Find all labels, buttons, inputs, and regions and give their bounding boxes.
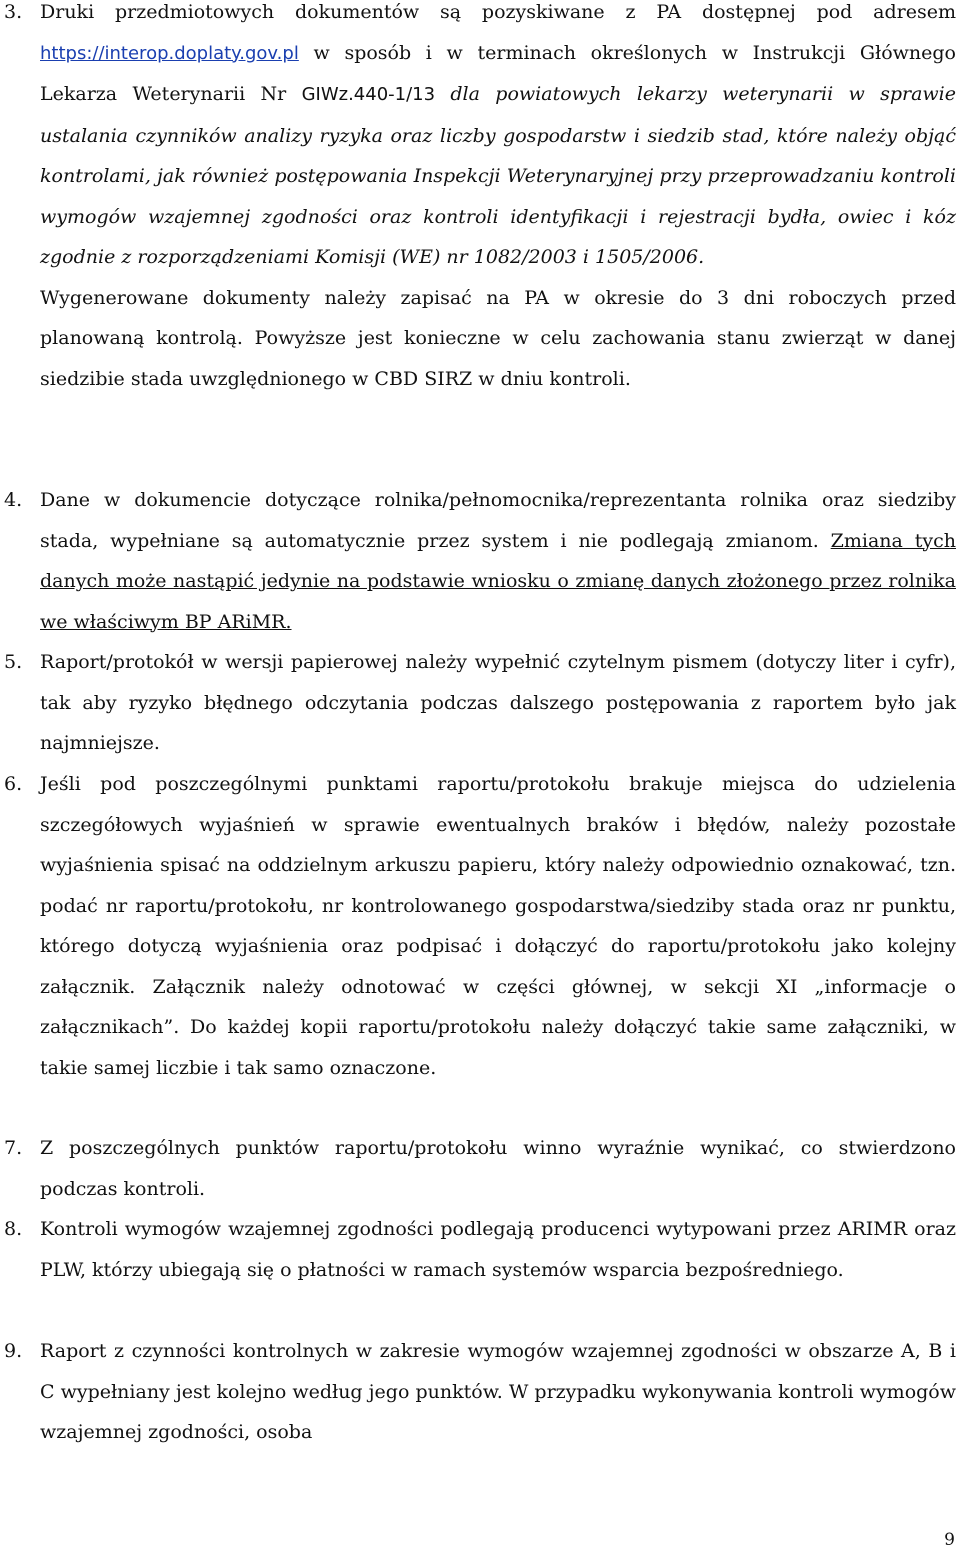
list-item-4 bbox=[0, 480, 960, 642]
item-text: Kontroli wymogów wzajemnej zgodności podlegają producenci wytypowani przez ARIMR oraz PLW, którzy ubiegają się o płatności w ramach systemów wsparcia bezpośredniego. bbox=[40, 1218, 956, 1281]
instruction-title: dla powiatowych lekarzy weterynarii w sprawie ustalania czynników analizy ryzyka oraz liczby gospodarstw i siedzib stad, które należy objąć kontrolami, jak również postępowania Inspekcji Weterynaryjnej przy przeprowadzaniu kontroli wymogów wzajemnej zgodności oraz kontroli identyfikacji i rejestracji bydła, owiec i kóz zgodnie z rozporządzeniami Komisji (WE) nr 1082/2003 i 1505/2006. bbox=[40, 83, 957, 268]
item-number: 7. bbox=[4, 1137, 23, 1159]
underlined-text: Zmiana tych danych może nastąpić jedynie na podstawie wniosku o zmianę danych złożonego przez rolnika we właściwym BP ARiMR. bbox=[40, 529, 956, 633]
item-number: 4. bbox=[4, 489, 23, 511]
list-item-5 bbox=[0, 642, 960, 764]
text-segment: Druki przedmiotowych dokumentów są pozyskiwane z PA dostępnej pod adresem bbox=[40, 1, 956, 23]
item-number: 8. bbox=[4, 1218, 23, 1240]
item-text: Raport z czynności kontrolnych w zakresie wymogów wzajemnej zgodności w obszarze A, B i C wypełniany jest kolejno według jego punktów. W przypadku wykonywania kontroli wymogów wzajemnej zgodności, osoba bbox=[40, 1340, 956, 1443]
list-item-9 bbox=[0, 1331, 960, 1453]
item-number: 5. bbox=[4, 651, 23, 673]
paragraph: Wygenerowane dokumenty należy zapisać na PA w okresie do 3 dni roboczych przed planowaną kontrolą. Powyższe jest konieczne w celu zachowania stanu zwierząt w danej siedzibie stada uwzględnionego w CBD SIRZ w dniu kontroli. bbox=[40, 286, 956, 390]
item-text: Z poszczególnych punktów raportu/protokołu winno wyraźnie wynikać, co stwierdzono podczas kontroli. bbox=[40, 1137, 956, 1200]
paragraph bbox=[40, 0, 956, 278]
item-text bbox=[40, 0, 956, 399]
instruction-code: GIWz.440-1/13 bbox=[301, 84, 436, 105]
item-text: Jeśli pod poszczególnymi punktami raportu/protokołu brakuje miejsca do udzielenia szczegółowych wyjaśnień w sprawie ewentualnych braków i błędów, należy pozostałe wyjaśnienia spisać na oddzielnym arkuszu papieru, który należy odpowiednio oznakować, tzn. podać nr raportu/protokołu, nr kontrolowanego gospodarstwa/siedziby stada oraz nr punktu, którego dotyczą wyjaśnienia oraz podpisać i dołączyć do raportu/protokołu jako kolejny załącznik. Załącznik należy odnotować w części głównej, w sekcji XI „informacje o załącznikach”. Do każdej kopii raportu/protokołu należy dołączyć takie same załączniki, w takie samej liczbie i tak samo oznaczone. bbox=[40, 773, 956, 1079]
item-number: 9. bbox=[4, 1340, 23, 1362]
page-number: 9 bbox=[944, 1530, 955, 1550]
item-number: 6. bbox=[4, 773, 23, 795]
item-number: 3. bbox=[4, 1, 23, 23]
interop-link[interactable]: https://interop.doplaty.gov.pl bbox=[40, 42, 299, 64]
item-text: Raport/protokół w wersji papierowej należy wypełnić czytelnym pismem (dotyczy liter i cyfr), tak aby ryzyko błędnego odczytania podczas dalszego postępowania z raportem było jak najmniejsze. bbox=[40, 651, 956, 754]
paragraph bbox=[40, 480, 956, 642]
list-item-7 bbox=[0, 1128, 960, 1209]
text-segment: Dane w dokumencie dotyczące rolnika/pełnomocnika/reprezentanta rolnika oraz siedziby stada, wypełniane są automatycznie przez system i nie podlegają zmianom. bbox=[40, 489, 956, 552]
list-item-8 bbox=[0, 1209, 960, 1290]
list-item-6 bbox=[0, 764, 960, 1088]
list-item-3 bbox=[0, 0, 960, 399]
item-text bbox=[40, 480, 956, 642]
text-segment: w sposób i w terminach określonych w Instrukcji Głównego Lekarza Weterynarii Nr bbox=[40, 41, 956, 105]
